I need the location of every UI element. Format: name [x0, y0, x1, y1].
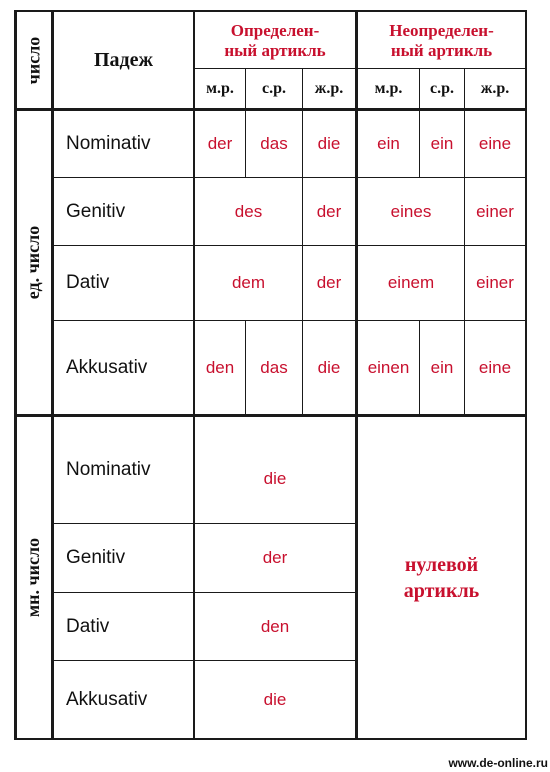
- case-dativ: Dativ: [66, 615, 110, 637]
- case-genitiv: Genitiv: [66, 547, 126, 568]
- article-cell: der: [207, 134, 233, 153]
- article-cell: der: [316, 201, 342, 221]
- case-genitiv: Genitiv: [66, 200, 126, 222]
- gender-masculine: м.р.: [206, 80, 234, 97]
- gender-feminine: ж.р.: [480, 80, 510, 97]
- case-nominativ: Nominativ: [66, 459, 151, 480]
- grid-line: [51, 10, 54, 740]
- article-cell: eine: [478, 357, 512, 377]
- plural-label: мн. число: [23, 537, 43, 618]
- article-cell: einem: [387, 273, 435, 292]
- gender-neuter: с.р.: [430, 80, 454, 97]
- grid-line: [525, 10, 527, 740]
- definite-article-header: Определен- ный артикль: [224, 21, 326, 60]
- website-footer: www.de-online.ru: [448, 756, 548, 770]
- article-cell: ein: [430, 134, 454, 153]
- article-cell: das: [260, 134, 288, 153]
- article-cell: eine: [478, 134, 512, 153]
- article-cell: des: [234, 201, 263, 221]
- case-akkusativ: Akkusativ: [66, 688, 148, 710]
- article-cell: einer: [476, 201, 514, 221]
- case-nominativ: Nominativ: [66, 133, 151, 154]
- article-cell: die: [263, 469, 287, 488]
- gender-neuter: с.р.: [262, 80, 286, 97]
- article-cell: die: [263, 689, 287, 709]
- article-cell: die: [317, 134, 341, 153]
- article-cell: die: [317, 357, 341, 377]
- article-cell: ein: [377, 134, 400, 153]
- singular-label: ед. число: [23, 225, 43, 300]
- article-cell: den: [260, 616, 290, 636]
- gender-masculine: м.р.: [374, 80, 403, 97]
- gender-feminine: ж.р.: [314, 80, 344, 97]
- article-cell: ein: [430, 357, 454, 377]
- article-cell: dem: [231, 273, 266, 292]
- article-cell: der: [316, 273, 342, 292]
- article-cell: das: [260, 357, 288, 377]
- article-cell: einen: [367, 357, 410, 377]
- grid-line: [14, 738, 527, 740]
- article-cell: eines: [390, 201, 432, 221]
- indefinite-article-header: Неопределен- ный артикль: [389, 21, 494, 60]
- case-header: Падеж: [93, 48, 154, 71]
- case-akkusativ: Akkusativ: [66, 356, 148, 378]
- case-dativ: Dativ: [66, 272, 110, 293]
- article-cell: einer: [476, 273, 514, 292]
- article-cell: den: [205, 357, 235, 377]
- article-cell: der: [262, 548, 288, 567]
- number-header: число: [23, 36, 43, 84]
- zero-article-label: нулевой артикль: [403, 553, 480, 602]
